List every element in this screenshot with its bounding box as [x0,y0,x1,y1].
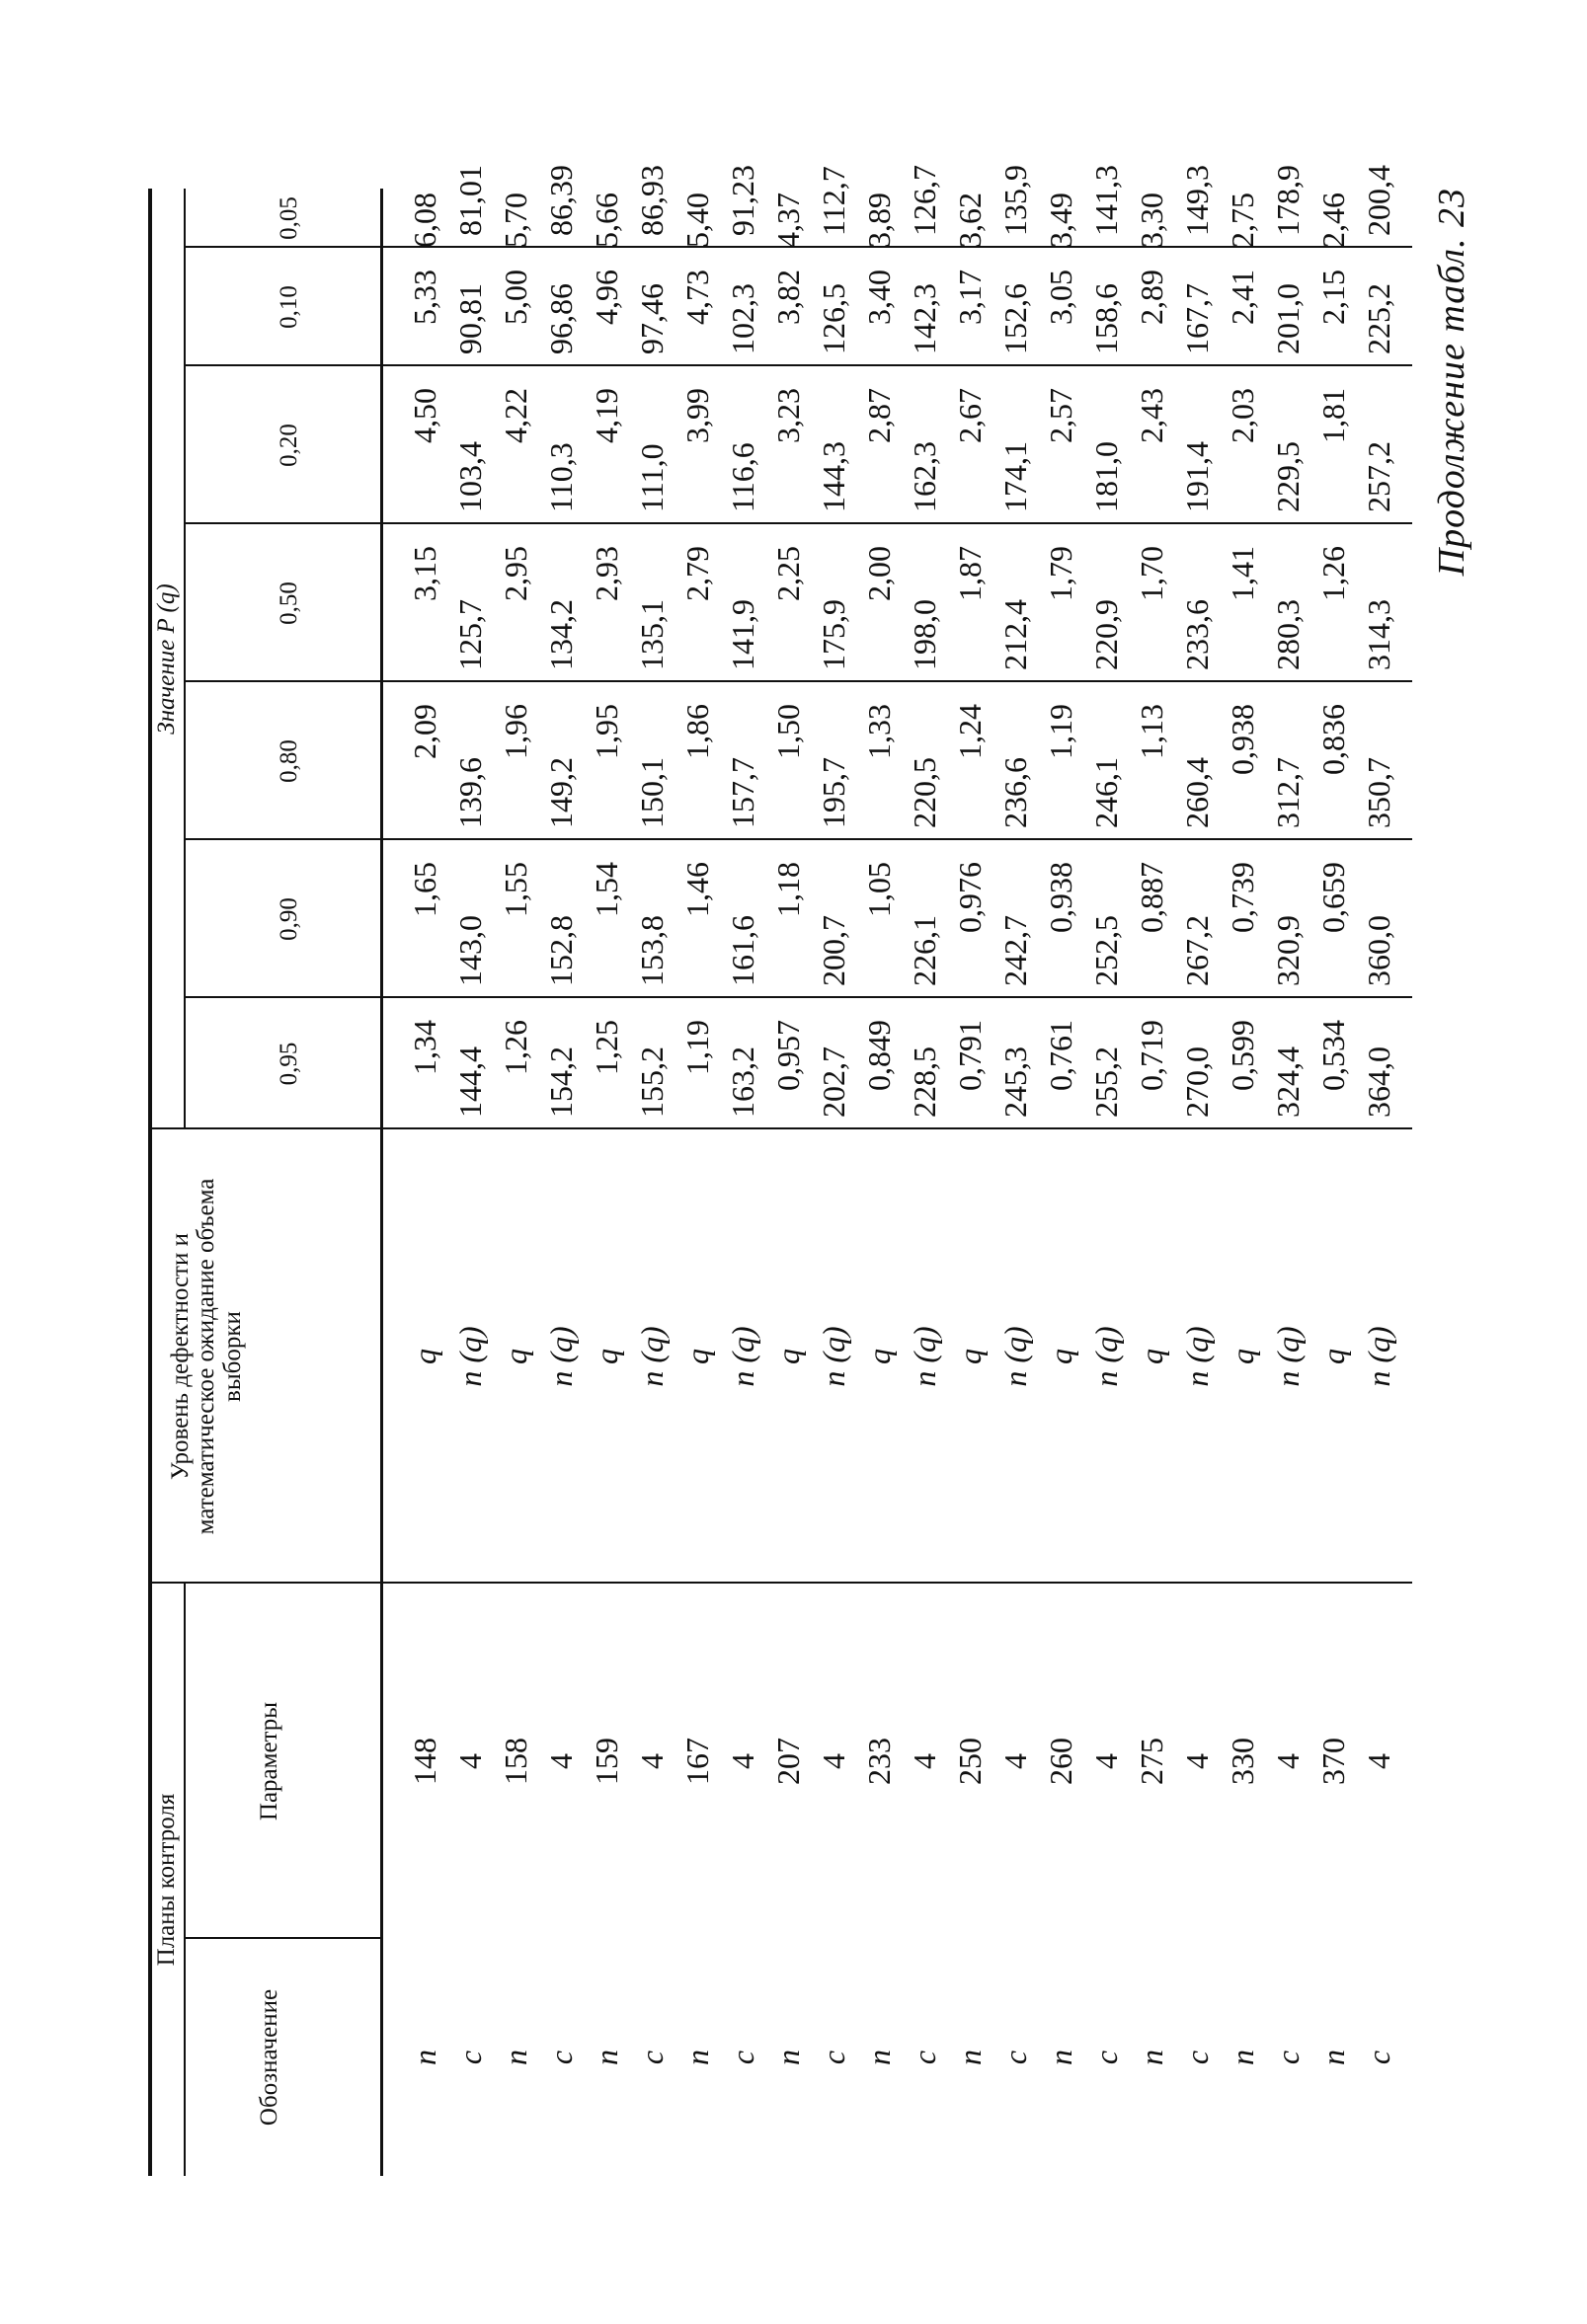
row-value: 3,49 [1043,193,1078,248]
row-value: 0,791 [952,1020,988,1091]
row-value: 3,23 [770,388,806,443]
row-parameter: 148 [407,1738,442,1785]
row-value: 0,534 [1315,1020,1351,1091]
row-parameter: 4 [1088,1753,1124,1769]
row-value: 3,89 [861,193,897,248]
row-value: 4,19 [589,388,624,443]
row-value: 364,0 [1361,1046,1396,1118]
row-value: 4,73 [679,270,715,325]
row-parameter: 4 [725,1753,760,1769]
row-level: q [498,1349,533,1364]
row-value: 220,9 [1088,599,1124,670]
row-value: 6,08 [407,193,442,248]
row-value: 135,9 [997,165,1033,236]
row-level: q [679,1349,715,1364]
row-value: 126,7 [907,165,942,236]
row-value: 2,93 [589,546,624,601]
header-designation: Обозначение [256,1988,282,2127]
row-value: 236,6 [997,757,1033,828]
row-value: 228,5 [907,1046,942,1118]
row-value: 167,7 [1179,283,1215,354]
row-value: 242,7 [997,915,1033,986]
row-designation: n [498,2050,533,2065]
row-value: 97,46 [634,283,670,354]
row-value: 0,849 [861,1020,897,1091]
row-designation: n [861,2050,897,2065]
table-caption: Продолжение табл. 23 [1431,188,1472,577]
row-designation: c [1270,2050,1306,2065]
row-level: n (q) [1179,1326,1215,1387]
row-value: 174,1 [997,441,1033,512]
row-value: 1,19 [679,1020,715,1075]
row-value: 260,4 [1179,757,1215,828]
row-level: n (q) [1270,1326,1306,1387]
row-value: 312,7 [1270,757,1306,828]
row-value: 125,7 [452,599,488,670]
row-value: 3,17 [952,270,988,325]
row-value: 178,9 [1270,165,1306,236]
row-level: n (q) [907,1326,942,1387]
row-designation: n [770,2050,806,2065]
row-value: 2,03 [1225,388,1260,443]
row-value: 2,89 [1134,270,1169,325]
row-level: n (q) [452,1326,488,1387]
row-parameter: 275 [1134,1738,1169,1785]
row-value: 226,1 [907,915,942,986]
row-parameter: 260 [1043,1738,1078,1785]
row-value: 153,8 [634,915,670,986]
row-value: 1,41 [1225,546,1260,601]
row-value: 252,5 [1088,915,1124,986]
row-value: 158,6 [1088,283,1124,354]
row-value: 1,26 [1315,546,1351,601]
row-value: 155,2 [634,1046,670,1118]
row-value: 212,4 [997,599,1033,670]
data-table [148,165,1412,2176]
row-value: 2,67 [952,388,988,443]
row-designation: c [907,2050,942,2065]
row-value: 324,4 [1270,1046,1306,1118]
row-value: 0,739 [1225,862,1260,933]
row-value: 0,938 [1225,704,1260,775]
row-value: 1,18 [770,862,806,917]
row-value: 91,23 [725,165,760,236]
row-level: n (q) [634,1326,670,1387]
row-parameter: 330 [1225,1738,1260,1785]
row-value: 220,5 [907,757,942,828]
header-p-0: 0,95 [276,1042,302,1086]
row-value: 3,40 [861,270,897,325]
row-value: 1,25 [589,1020,624,1075]
row-value: 154,2 [543,1046,579,1118]
row-value: 139,6 [452,757,488,828]
row-value: 1,81 [1315,388,1351,443]
row-value: 144,3 [816,441,851,512]
header-value: Значение P (q) [153,583,180,735]
row-value: 2,09 [407,704,442,759]
row-value: 0,659 [1315,862,1351,933]
row-value: 195,7 [816,757,851,828]
header-parameters: Параметры [256,1701,282,1821]
row-value: 102,3 [725,283,760,354]
row-value: 163,2 [725,1046,760,1118]
row-designation: c [1361,2050,1396,2065]
row-value: 1,55 [498,862,533,917]
row-value: 280,3 [1270,599,1306,670]
header-p-4: 0,20 [276,424,302,467]
row-value: 1,24 [952,704,988,759]
row-value: 111,0 [634,443,670,512]
row-value: 246,1 [1088,757,1124,828]
row-value: 320,9 [1270,915,1306,986]
row-parameter: 167 [679,1738,715,1785]
row-value: 1,70 [1134,546,1169,601]
row-value: 126,5 [816,283,851,354]
row-designation: n [1225,2050,1260,2065]
row-value: 3,30 [1134,193,1169,248]
row-value: 1,34 [407,1020,442,1075]
row-value: 360,0 [1361,915,1396,986]
row-level: q [1134,1349,1169,1364]
row-parameter: 233 [861,1738,897,1785]
header-level: Уровень дефектности и математическое ожидание объема выборки [167,1178,246,1535]
row-value: 175,9 [816,599,851,670]
row-designation: n [1134,2050,1169,2065]
row-level: n (q) [816,1326,851,1387]
row-value: 4,96 [589,270,624,325]
row-value: 2,25 [770,546,806,601]
row-designation: c [725,2050,760,2065]
row-value: 2,79 [679,546,715,601]
row-value: 1,19 [1043,704,1078,759]
row-value: 4,50 [407,388,442,443]
row-value: 149,3 [1179,165,1215,236]
row-value: 1,46 [679,862,715,917]
row-value: 200,4 [1361,165,1396,236]
row-value: 144,4 [452,1046,488,1118]
row-value: 201,0 [1270,283,1306,354]
row-parameter: 4 [1361,1753,1396,1769]
row-value: 152,6 [997,283,1033,354]
row-value: 3,05 [1043,270,1078,325]
header-p-2: 0,80 [276,739,302,783]
row-designation: n [589,2050,624,2065]
row-value: 103,4 [452,441,488,512]
row-value: 2,15 [1315,270,1351,325]
row-designation: n [1315,2050,1351,2065]
header-p-3: 0,50 [276,581,302,625]
row-value: 1,87 [952,546,988,601]
row-value: 200,7 [816,915,851,986]
row-designation: n [1043,2050,1078,2065]
row-value: 0,719 [1134,1020,1169,1091]
row-value: 4,37 [770,193,806,248]
row-parameter: 250 [952,1738,988,1785]
row-designation: n [679,2050,715,2065]
row-value: 2,95 [498,546,533,601]
row-value: 2,41 [1225,270,1260,325]
row-value: 255,2 [1088,1046,1124,1118]
row-value: 152,8 [543,915,579,986]
row-value: 314,3 [1361,599,1396,670]
row-value: 5,70 [498,193,533,248]
row-value: 1,05 [861,862,897,917]
row-value: 161,6 [725,915,760,986]
row-parameter: 4 [907,1753,942,1769]
row-level: q [770,1349,806,1364]
row-value: 157,7 [725,757,760,828]
row-level: n (q) [1361,1326,1396,1387]
row-parameter: 4 [1179,1753,1215,1769]
row-value: 350,7 [1361,757,1396,828]
row-parameter: 370 [1315,1738,1351,1785]
row-value: 5,40 [679,193,715,248]
row-value: 112,7 [816,166,851,236]
row-parameter: 4 [634,1753,670,1769]
row-value: 1,54 [589,862,624,917]
row-designation: c [816,2050,851,2065]
row-level: n (q) [1088,1326,1124,1387]
row-value: 1,95 [589,704,624,759]
row-value: 181,0 [1088,441,1124,512]
row-value: 3,15 [407,546,442,601]
row-value: 0,761 [1043,1020,1078,1091]
row-value: 3,99 [679,388,715,443]
row-value: 1,13 [1134,704,1169,759]
row-value: 135,1 [634,599,670,670]
row-value: 141,9 [725,599,760,670]
row-level: q [407,1349,442,1364]
row-designation: c [1088,2050,1124,2065]
row-value: 233,6 [1179,599,1215,670]
row-value: 198,0 [907,599,942,670]
row-value: 245,3 [997,1046,1033,1118]
row-value: 0,957 [770,1020,806,1091]
row-value: 225,2 [1361,283,1396,354]
row-level: q [1225,1349,1260,1364]
row-value: 229,5 [1270,441,1306,512]
row-designation: c [543,2050,579,2065]
row-value: 257,2 [1361,441,1396,512]
row-value: 0,887 [1134,862,1169,933]
row-level: n (q) [997,1326,1033,1387]
row-level: q [1043,1349,1078,1364]
row-level: q [589,1349,624,1364]
row-parameter: 4 [997,1753,1033,1769]
row-value: 3,82 [770,270,806,325]
row-level: q [952,1349,988,1364]
row-value: 162,3 [907,441,942,512]
row-value: 2,57 [1043,388,1078,443]
row-designation: c [1179,2050,1215,2065]
row-value: 1,50 [770,704,806,759]
header-p-1: 0,90 [276,897,302,941]
header-p-5: 0,10 [276,285,302,329]
header-p-6: 0,05 [276,196,302,240]
row-value: 110,3 [543,442,579,512]
row-value: 142,3 [907,283,942,354]
row-value: 96,86 [543,283,579,354]
row-value: 86,39 [543,165,579,236]
row-level: q [1315,1349,1351,1364]
row-value: 202,7 [816,1046,851,1118]
row-parameter: 4 [543,1753,579,1769]
row-value: 2,43 [1134,388,1169,443]
row-value: 1,65 [407,862,442,917]
row-value: 150,1 [634,757,670,828]
row-value: 149,2 [543,757,579,828]
row-value: 116,6 [725,442,760,512]
row-value: 141,3 [1088,165,1124,236]
header-plans: Планы контроля [153,1793,180,1967]
row-value: 2,00 [861,546,897,601]
row-level: n (q) [725,1326,760,1387]
row-value: 0,938 [1043,862,1078,933]
row-value: 143,0 [452,915,488,986]
row-parameter: 159 [589,1738,624,1785]
row-value: 2,87 [861,388,897,443]
row-designation: n [952,2050,988,2065]
row-value: 1,96 [498,704,533,759]
row-value: 267,2 [1179,915,1215,986]
row-value: 1,33 [861,704,897,759]
row-value: 270,0 [1179,1046,1215,1118]
row-value: 2,75 [1225,193,1260,248]
row-value: 0,976 [952,862,988,933]
row-value: 5,33 [407,270,442,325]
row-designation: c [997,2050,1033,2065]
row-value: 5,66 [589,193,624,248]
row-value: 0,599 [1225,1020,1260,1091]
row-value: 1,26 [498,1020,533,1075]
row-value: 81,01 [452,165,488,236]
row-designation: c [634,2050,670,2065]
row-value: 0,836 [1315,704,1351,775]
row-value: 90,81 [452,283,488,354]
row-value: 3,62 [952,193,988,248]
row-level: n (q) [543,1326,579,1387]
row-designation: n [407,2050,442,2065]
row-value: 4,22 [498,388,533,443]
row-parameter: 4 [452,1753,488,1769]
row-value: 134,2 [543,599,579,670]
row-value: 1,86 [679,704,715,759]
row-parameter: 207 [770,1738,806,1785]
row-value: 191,4 [1179,441,1215,512]
row-parameter: 4 [1270,1753,1306,1769]
row-parameter: 4 [816,1753,851,1769]
row-value: 1,79 [1043,546,1078,601]
row-value: 86,93 [634,165,670,236]
row-value: 5,00 [498,270,533,325]
row-parameter: 158 [498,1738,533,1785]
row-designation: c [452,2050,488,2065]
row-level: q [861,1349,897,1364]
row-value: 2,46 [1315,193,1351,248]
